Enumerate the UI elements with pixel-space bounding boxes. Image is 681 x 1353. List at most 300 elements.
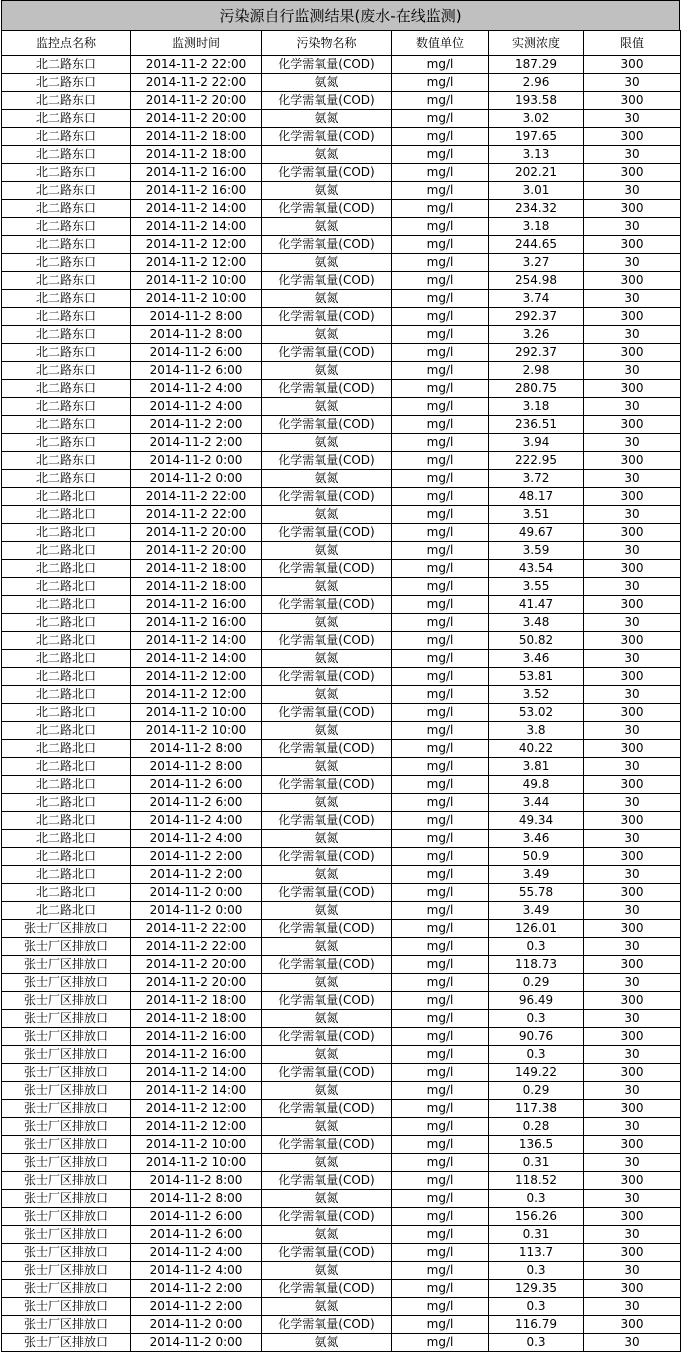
cell-limit: 300 [584,1208,681,1226]
cell-monitor-time: 2014-11-2 16:00 [131,1046,262,1064]
table-row [2,92,681,110]
cell-monitor-point: 张士厂区排放口 [2,1136,131,1154]
cell-monitor-point: 张士厂区排放口 [2,956,131,974]
table-row [2,1028,681,1046]
cell-limit: 300 [584,56,681,74]
cell-monitor-point: 北二路东口 [2,470,131,488]
cell-pollutant: 化学需氧量(COD) [262,92,392,110]
cell-unit: mg/l [392,1172,489,1190]
cell-limit: 30 [584,1082,681,1100]
cell-monitor-point: 北二路北口 [2,776,131,794]
cell-pollutant: 氨氮 [262,182,392,200]
cell-unit: mg/l [392,884,489,902]
cell-pollutant: 化学需氧量(COD) [262,1280,392,1298]
cell-monitor-time: 2014-11-2 2:00 [131,848,262,866]
cell-monitor-point: 北二路北口 [2,884,131,902]
cell-unit: mg/l [392,668,489,686]
table-row [2,362,681,380]
cell-measured: 50.82 [489,632,584,650]
cell-monitor-point: 北二路东口 [2,92,131,110]
cell-pollutant: 化学需氧量(COD) [262,56,392,74]
table-row [2,956,681,974]
cell-unit: mg/l [392,1064,489,1082]
cell-pollutant: 氨氮 [262,794,392,812]
cell-unit: mg/l [392,434,489,452]
table-row [2,722,681,740]
cell-monitor-point: 张士厂区排放口 [2,1082,131,1100]
table-row [2,416,681,434]
cell-measured: 53.81 [489,668,584,686]
cell-unit: mg/l [392,596,489,614]
cell-limit: 30 [584,578,681,596]
cell-monitor-point: 北二路东口 [2,164,131,182]
cell-pollutant: 化学需氧量(COD) [262,452,392,470]
cell-pollutant: 氨氮 [262,470,392,488]
cell-unit: mg/l [392,848,489,866]
cell-measured: 136.5 [489,1136,584,1154]
cell-monitor-point: 北二路北口 [2,722,131,740]
cell-limit: 30 [584,110,681,128]
cell-limit: 300 [584,1028,681,1046]
table-row [2,524,681,542]
cell-limit: 30 [584,794,681,812]
cell-limit: 300 [584,200,681,218]
cell-unit: mg/l [392,1280,489,1298]
cell-measured: 156.26 [489,1208,584,1226]
cell-monitor-time: 2014-11-2 4:00 [131,1244,262,1262]
cell-pollutant: 氨氮 [262,146,392,164]
table-row [2,1118,681,1136]
report-title: 污染源自行监测结果(废水-在线监测) [1,0,680,30]
cell-unit: mg/l [392,308,489,326]
cell-monitor-point: 北二路东口 [2,308,131,326]
cell-pollutant: 氨氮 [262,218,392,236]
cell-measured: 0.31 [489,1154,584,1172]
cell-measured: 236.51 [489,416,584,434]
cell-monitor-time: 2014-11-2 12:00 [131,236,262,254]
cell-monitor-time: 2014-11-2 22:00 [131,920,262,938]
cell-limit: 30 [584,1118,681,1136]
table-row [2,1010,681,1028]
table-row [2,272,681,290]
cell-measured: 117.38 [489,1100,584,1118]
cell-monitor-time: 2014-11-2 14:00 [131,218,262,236]
cell-pollutant: 化学需氧量(COD) [262,308,392,326]
cell-pollutant: 氨氮 [262,1046,392,1064]
cell-measured: 3.59 [489,542,584,560]
table-row [2,1100,681,1118]
cell-monitor-point: 北二路东口 [2,362,131,380]
cell-unit: mg/l [392,614,489,632]
cell-limit: 30 [584,686,681,704]
cell-monitor-point: 张士厂区排放口 [2,1010,131,1028]
cell-monitor-time: 2014-11-2 6:00 [131,776,262,794]
cell-monitor-point: 北二路东口 [2,74,131,92]
cell-unit: mg/l [392,92,489,110]
cell-measured: 280.75 [489,380,584,398]
cell-measured: 234.32 [489,200,584,218]
cell-pollutant: 化学需氧量(COD) [262,776,392,794]
cell-limit: 30 [584,506,681,524]
cell-limit: 30 [584,146,681,164]
cell-limit: 30 [584,758,681,776]
cell-measured: 0.3 [489,1046,584,1064]
cell-unit: mg/l [392,830,489,848]
table-row [2,236,681,254]
cell-measured: 49.34 [489,812,584,830]
cell-pollutant: 氨氮 [262,542,392,560]
cell-limit: 30 [584,362,681,380]
cell-monitor-time: 2014-11-2 4:00 [131,830,262,848]
cell-monitor-point: 张士厂区排放口 [2,1118,131,1136]
cell-pollutant: 化学需氧量(COD) [262,992,392,1010]
cell-monitor-point: 北二路北口 [2,866,131,884]
cell-measured: 3.52 [489,686,584,704]
cell-measured: 0.3 [489,1190,584,1208]
cell-monitor-time: 2014-11-2 12:00 [131,668,262,686]
cell-measured: 222.95 [489,452,584,470]
header-monitor-point: 监控点名称 [2,31,131,56]
table-row [2,470,681,488]
cell-unit: mg/l [392,722,489,740]
cell-limit: 30 [584,902,681,920]
table-row [2,380,681,398]
cell-measured: 193.58 [489,92,584,110]
table-row [2,182,681,200]
cell-monitor-point: 张士厂区排放口 [2,1172,131,1190]
cell-unit: mg/l [392,794,489,812]
cell-measured: 126.01 [489,920,584,938]
table-row [2,74,681,92]
cell-monitor-time: 2014-11-2 18:00 [131,578,262,596]
cell-monitor-time: 2014-11-2 8:00 [131,1172,262,1190]
table-row [2,560,681,578]
cell-monitor-time: 2014-11-2 10:00 [131,272,262,290]
cell-monitor-time: 2014-11-2 10:00 [131,722,262,740]
cell-pollutant: 化学需氧量(COD) [262,560,392,578]
table-row [2,686,681,704]
cell-limit: 300 [584,848,681,866]
cell-pollutant: 氨氮 [262,1118,392,1136]
cell-pollutant: 氨氮 [262,1226,392,1244]
cell-pollutant: 氨氮 [262,254,392,272]
table-row [2,740,681,758]
cell-unit: mg/l [392,1262,489,1280]
table-row [2,1154,681,1172]
cell-monitor-time: 2014-11-2 18:00 [131,128,262,146]
cell-limit: 30 [584,1190,681,1208]
cell-pollutant: 化学需氧量(COD) [262,524,392,542]
table-row [2,344,681,362]
cell-measured: 0.28 [489,1118,584,1136]
cell-measured: 0.29 [489,974,584,992]
cell-measured: 3.94 [489,434,584,452]
cell-measured: 0.3 [489,1298,584,1316]
monitoring-report [1,0,680,1352]
cell-limit: 300 [584,1316,681,1334]
cell-measured: 90.76 [489,1028,584,1046]
cell-monitor-point: 北二路北口 [2,740,131,758]
cell-unit: mg/l [392,344,489,362]
header-measured: 实测浓度 [489,31,584,56]
cell-limit: 30 [584,434,681,452]
cell-limit: 30 [584,938,681,956]
cell-monitor-time: 2014-11-2 8:00 [131,740,262,758]
cell-limit: 300 [584,236,681,254]
cell-unit: mg/l [392,254,489,272]
cell-limit: 30 [584,326,681,344]
cell-monitor-point: 北二路北口 [2,830,131,848]
table-row [2,1316,681,1334]
cell-monitor-time: 2014-11-2 4:00 [131,380,262,398]
cell-unit: mg/l [392,758,489,776]
cell-pollutant: 氨氮 [262,614,392,632]
cell-limit: 300 [584,1100,681,1118]
cell-unit: mg/l [392,956,489,974]
cell-monitor-time: 2014-11-2 0:00 [131,452,262,470]
table-row [2,452,681,470]
cell-monitor-time: 2014-11-2 14:00 [131,632,262,650]
cell-pollutant: 化学需氧量(COD) [262,1172,392,1190]
cell-limit: 300 [584,1136,681,1154]
table-row [2,1064,681,1082]
cell-unit: mg/l [392,200,489,218]
cell-monitor-time: 2014-11-2 22:00 [131,74,262,92]
cell-measured: 129.35 [489,1280,584,1298]
cell-monitor-point: 北二路北口 [2,632,131,650]
cell-limit: 30 [584,866,681,884]
cell-pollutant: 氨氮 [262,974,392,992]
table-row [2,1082,681,1100]
cell-monitor-time: 2014-11-2 20:00 [131,524,262,542]
cell-monitor-time: 2014-11-2 14:00 [131,1064,262,1082]
table-row [2,938,681,956]
table-row [2,866,681,884]
cell-limit: 30 [584,398,681,416]
cell-limit: 30 [584,290,681,308]
cell-measured: 0.31 [489,1226,584,1244]
cell-monitor-point: 北二路东口 [2,254,131,272]
cell-monitor-time: 2014-11-2 18:00 [131,1010,262,1028]
cell-limit: 30 [584,1154,681,1172]
cell-measured: 48.17 [489,488,584,506]
cell-monitor-point: 张士厂区排放口 [2,1064,131,1082]
cell-monitor-time: 2014-11-2 6:00 [131,794,262,812]
cell-unit: mg/l [392,1118,489,1136]
table-row [2,614,681,632]
cell-measured: 244.65 [489,236,584,254]
cell-monitor-time: 2014-11-2 0:00 [131,1334,262,1352]
cell-limit: 300 [584,776,681,794]
cell-monitor-time: 2014-11-2 8:00 [131,1190,262,1208]
cell-monitor-time: 2014-11-2 10:00 [131,704,262,722]
cell-monitor-time: 2014-11-2 18:00 [131,146,262,164]
cell-limit: 300 [584,1064,681,1082]
cell-monitor-point: 北二路北口 [2,848,131,866]
cell-pollutant: 氨氮 [262,1010,392,1028]
cell-unit: mg/l [392,650,489,668]
cell-pollutant: 化学需氧量(COD) [262,236,392,254]
cell-monitor-point: 北二路东口 [2,452,131,470]
cell-unit: mg/l [392,1136,489,1154]
table-row [2,992,681,1010]
table-row [2,1226,681,1244]
cell-measured: 202.21 [489,164,584,182]
cell-monitor-time: 2014-11-2 20:00 [131,542,262,560]
cell-unit: mg/l [392,362,489,380]
table-row [2,1172,681,1190]
cell-limit: 300 [584,596,681,614]
cell-measured: 3.26 [489,326,584,344]
cell-pollutant: 氨氮 [262,1298,392,1316]
cell-monitor-time: 2014-11-2 10:00 [131,1136,262,1154]
cell-monitor-point: 北二路北口 [2,794,131,812]
cell-unit: mg/l [392,542,489,560]
cell-limit: 30 [584,1046,681,1064]
cell-measured: 3.18 [489,398,584,416]
cell-pollutant: 化学需氧量(COD) [262,1064,392,1082]
cell-monitor-time: 2014-11-2 4:00 [131,398,262,416]
cell-measured: 43.54 [489,560,584,578]
cell-measured: 3.55 [489,578,584,596]
cell-monitor-point: 张士厂区排放口 [2,1262,131,1280]
cell-measured: 3.51 [489,506,584,524]
cell-limit: 300 [584,1280,681,1298]
cell-monitor-point: 张士厂区排放口 [2,920,131,938]
cell-limit: 30 [584,1010,681,1028]
cell-limit: 300 [584,956,681,974]
cell-pollutant: 化学需氧量(COD) [262,272,392,290]
cell-limit: 300 [584,560,681,578]
table-row [2,1280,681,1298]
cell-unit: mg/l [392,1298,489,1316]
cell-limit: 300 [584,884,681,902]
cell-monitor-time: 2014-11-2 22:00 [131,506,262,524]
table-row [2,812,681,830]
cell-monitor-point: 北二路东口 [2,434,131,452]
cell-monitor-point: 张士厂区排放口 [2,1100,131,1118]
cell-limit: 300 [584,452,681,470]
cell-monitor-time: 2014-11-2 14:00 [131,200,262,218]
cell-limit: 300 [584,740,681,758]
cell-limit: 30 [584,1226,681,1244]
cell-unit: mg/l [392,488,489,506]
cell-monitor-time: 2014-11-2 4:00 [131,812,262,830]
cell-pollutant: 氨氮 [262,1334,392,1352]
table-row [2,1208,681,1226]
cell-unit: mg/l [392,236,489,254]
cell-measured: 3.46 [489,830,584,848]
cell-pollutant: 氨氮 [262,866,392,884]
cell-measured: 49.8 [489,776,584,794]
cell-limit: 30 [584,614,681,632]
cell-limit: 30 [584,182,681,200]
cell-monitor-time: 2014-11-2 6:00 [131,344,262,362]
table-row [2,578,681,596]
cell-monitor-point: 北二路东口 [2,380,131,398]
cell-measured: 116.79 [489,1316,584,1334]
table-row [2,632,681,650]
header-monitor-time: 监测时间 [131,31,262,56]
cell-limit: 30 [584,470,681,488]
cell-unit: mg/l [392,218,489,236]
cell-limit: 300 [584,92,681,110]
cell-limit: 30 [584,74,681,92]
cell-pollutant: 化学需氧量(COD) [262,596,392,614]
table-row [2,830,681,848]
cell-monitor-point: 张士厂区排放口 [2,1334,131,1352]
cell-monitor-time: 2014-11-2 2:00 [131,1280,262,1298]
cell-monitor-time: 2014-11-2 6:00 [131,1208,262,1226]
cell-limit: 300 [584,272,681,290]
cell-measured: 3.8 [489,722,584,740]
cell-monitor-time: 2014-11-2 2:00 [131,866,262,884]
cell-limit: 300 [584,632,681,650]
cell-monitor-point: 北二路东口 [2,218,131,236]
table-row [2,884,681,902]
cell-measured: 0.3 [489,938,584,956]
cell-monitor-time: 2014-11-2 20:00 [131,110,262,128]
cell-pollutant: 氨氮 [262,326,392,344]
cell-measured: 254.98 [489,272,584,290]
cell-monitor-time: 2014-11-2 12:00 [131,1100,262,1118]
table-header-row [2,31,681,56]
table-row [2,668,681,686]
cell-pollutant: 化学需氧量(COD) [262,1136,392,1154]
cell-measured: 3.44 [489,794,584,812]
cell-measured: 3.49 [489,902,584,920]
cell-pollutant: 氨氮 [262,1190,392,1208]
cell-pollutant: 氨氮 [262,830,392,848]
cell-measured: 3.81 [489,758,584,776]
cell-monitor-point: 北二路北口 [2,668,131,686]
cell-monitor-time: 2014-11-2 0:00 [131,470,262,488]
cell-monitor-time: 2014-11-2 2:00 [131,1298,262,1316]
cell-limit: 30 [584,1298,681,1316]
cell-unit: mg/l [392,416,489,434]
cell-limit: 300 [584,1172,681,1190]
cell-unit: mg/l [392,1334,489,1352]
cell-monitor-point: 北二路北口 [2,578,131,596]
cell-measured: 41.47 [489,596,584,614]
cell-unit: mg/l [392,776,489,794]
cell-measured: 53.02 [489,704,584,722]
cell-unit: mg/l [392,1100,489,1118]
cell-monitor-point: 北二路东口 [2,146,131,164]
cell-measured: 0.3 [489,1262,584,1280]
cell-pollutant: 化学需氧量(COD) [262,128,392,146]
cell-monitor-time: 2014-11-2 12:00 [131,686,262,704]
cell-unit: mg/l [392,578,489,596]
cell-unit: mg/l [392,902,489,920]
cell-monitor-point: 北二路北口 [2,542,131,560]
cell-unit: mg/l [392,452,489,470]
cell-monitor-time: 2014-11-2 16:00 [131,596,262,614]
cell-limit: 300 [584,668,681,686]
cell-monitor-point: 北二路东口 [2,290,131,308]
cell-unit: mg/l [392,1082,489,1100]
cell-unit: mg/l [392,866,489,884]
cell-measured: 3.74 [489,290,584,308]
cell-unit: mg/l [392,1010,489,1028]
cell-unit: mg/l [392,56,489,74]
table-row [2,434,681,452]
cell-limit: 30 [584,974,681,992]
table-row [2,1190,681,1208]
cell-pollutant: 氨氮 [262,434,392,452]
cell-unit: mg/l [392,812,489,830]
table-row [2,920,681,938]
